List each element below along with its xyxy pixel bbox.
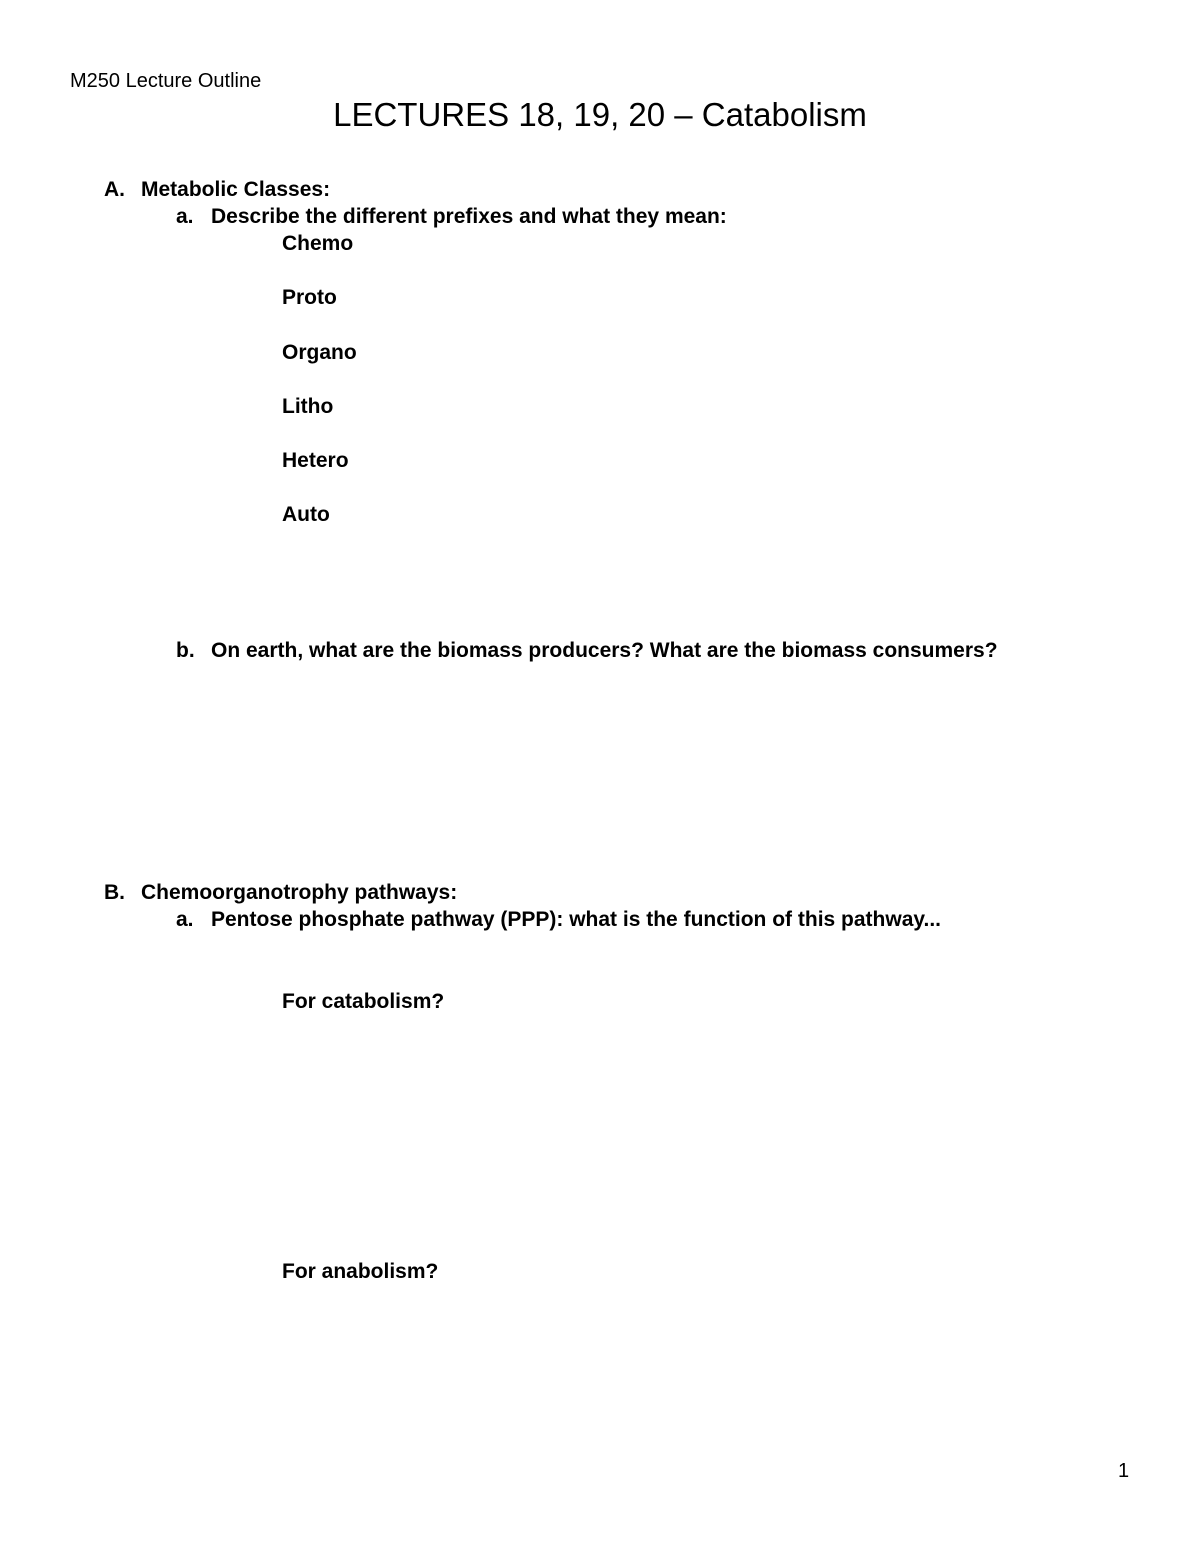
- prefix-label: Auto: [282, 503, 330, 526]
- section-a-item-b-text: On earth, what are the biomass producers? What are the biomass consumers?: [211, 639, 998, 662]
- section-b-item-a-marker: a.: [176, 908, 194, 931]
- pathway-question-text: For anabolism?: [282, 1260, 439, 1283]
- section-a-title: Metabolic Classes:: [141, 178, 331, 201]
- section-b-title: Chemoorganotrophy pathways:: [141, 881, 458, 904]
- prefix-label: Hetero: [282, 449, 349, 472]
- prefix-label: Litho: [282, 395, 334, 418]
- prefix-label: Organo: [282, 341, 357, 364]
- section-b-item-a-text: Pentose phosphate pathway (PPP): what is the function of this pathway...: [211, 908, 942, 931]
- section-a-marker: A.: [104, 178, 125, 201]
- section-b-marker: B.: [104, 881, 125, 904]
- prefix-label: Chemo: [282, 232, 354, 255]
- prefix-label: Proto: [282, 286, 337, 309]
- page-header: M250 Lecture Outline: [70, 70, 262, 92]
- section-a-item-b-marker: b.: [176, 639, 195, 662]
- pathway-question-text: For catabolism?: [282, 990, 445, 1013]
- section-a-item-a-marker: a.: [176, 205, 194, 228]
- section-a-item-a-text: Describe the different prefixes and what they mean:: [211, 205, 727, 228]
- page-number: 1: [1118, 1460, 1130, 1482]
- document-title: LECTURES 18, 19, 20 – Catabolism: [333, 96, 867, 133]
